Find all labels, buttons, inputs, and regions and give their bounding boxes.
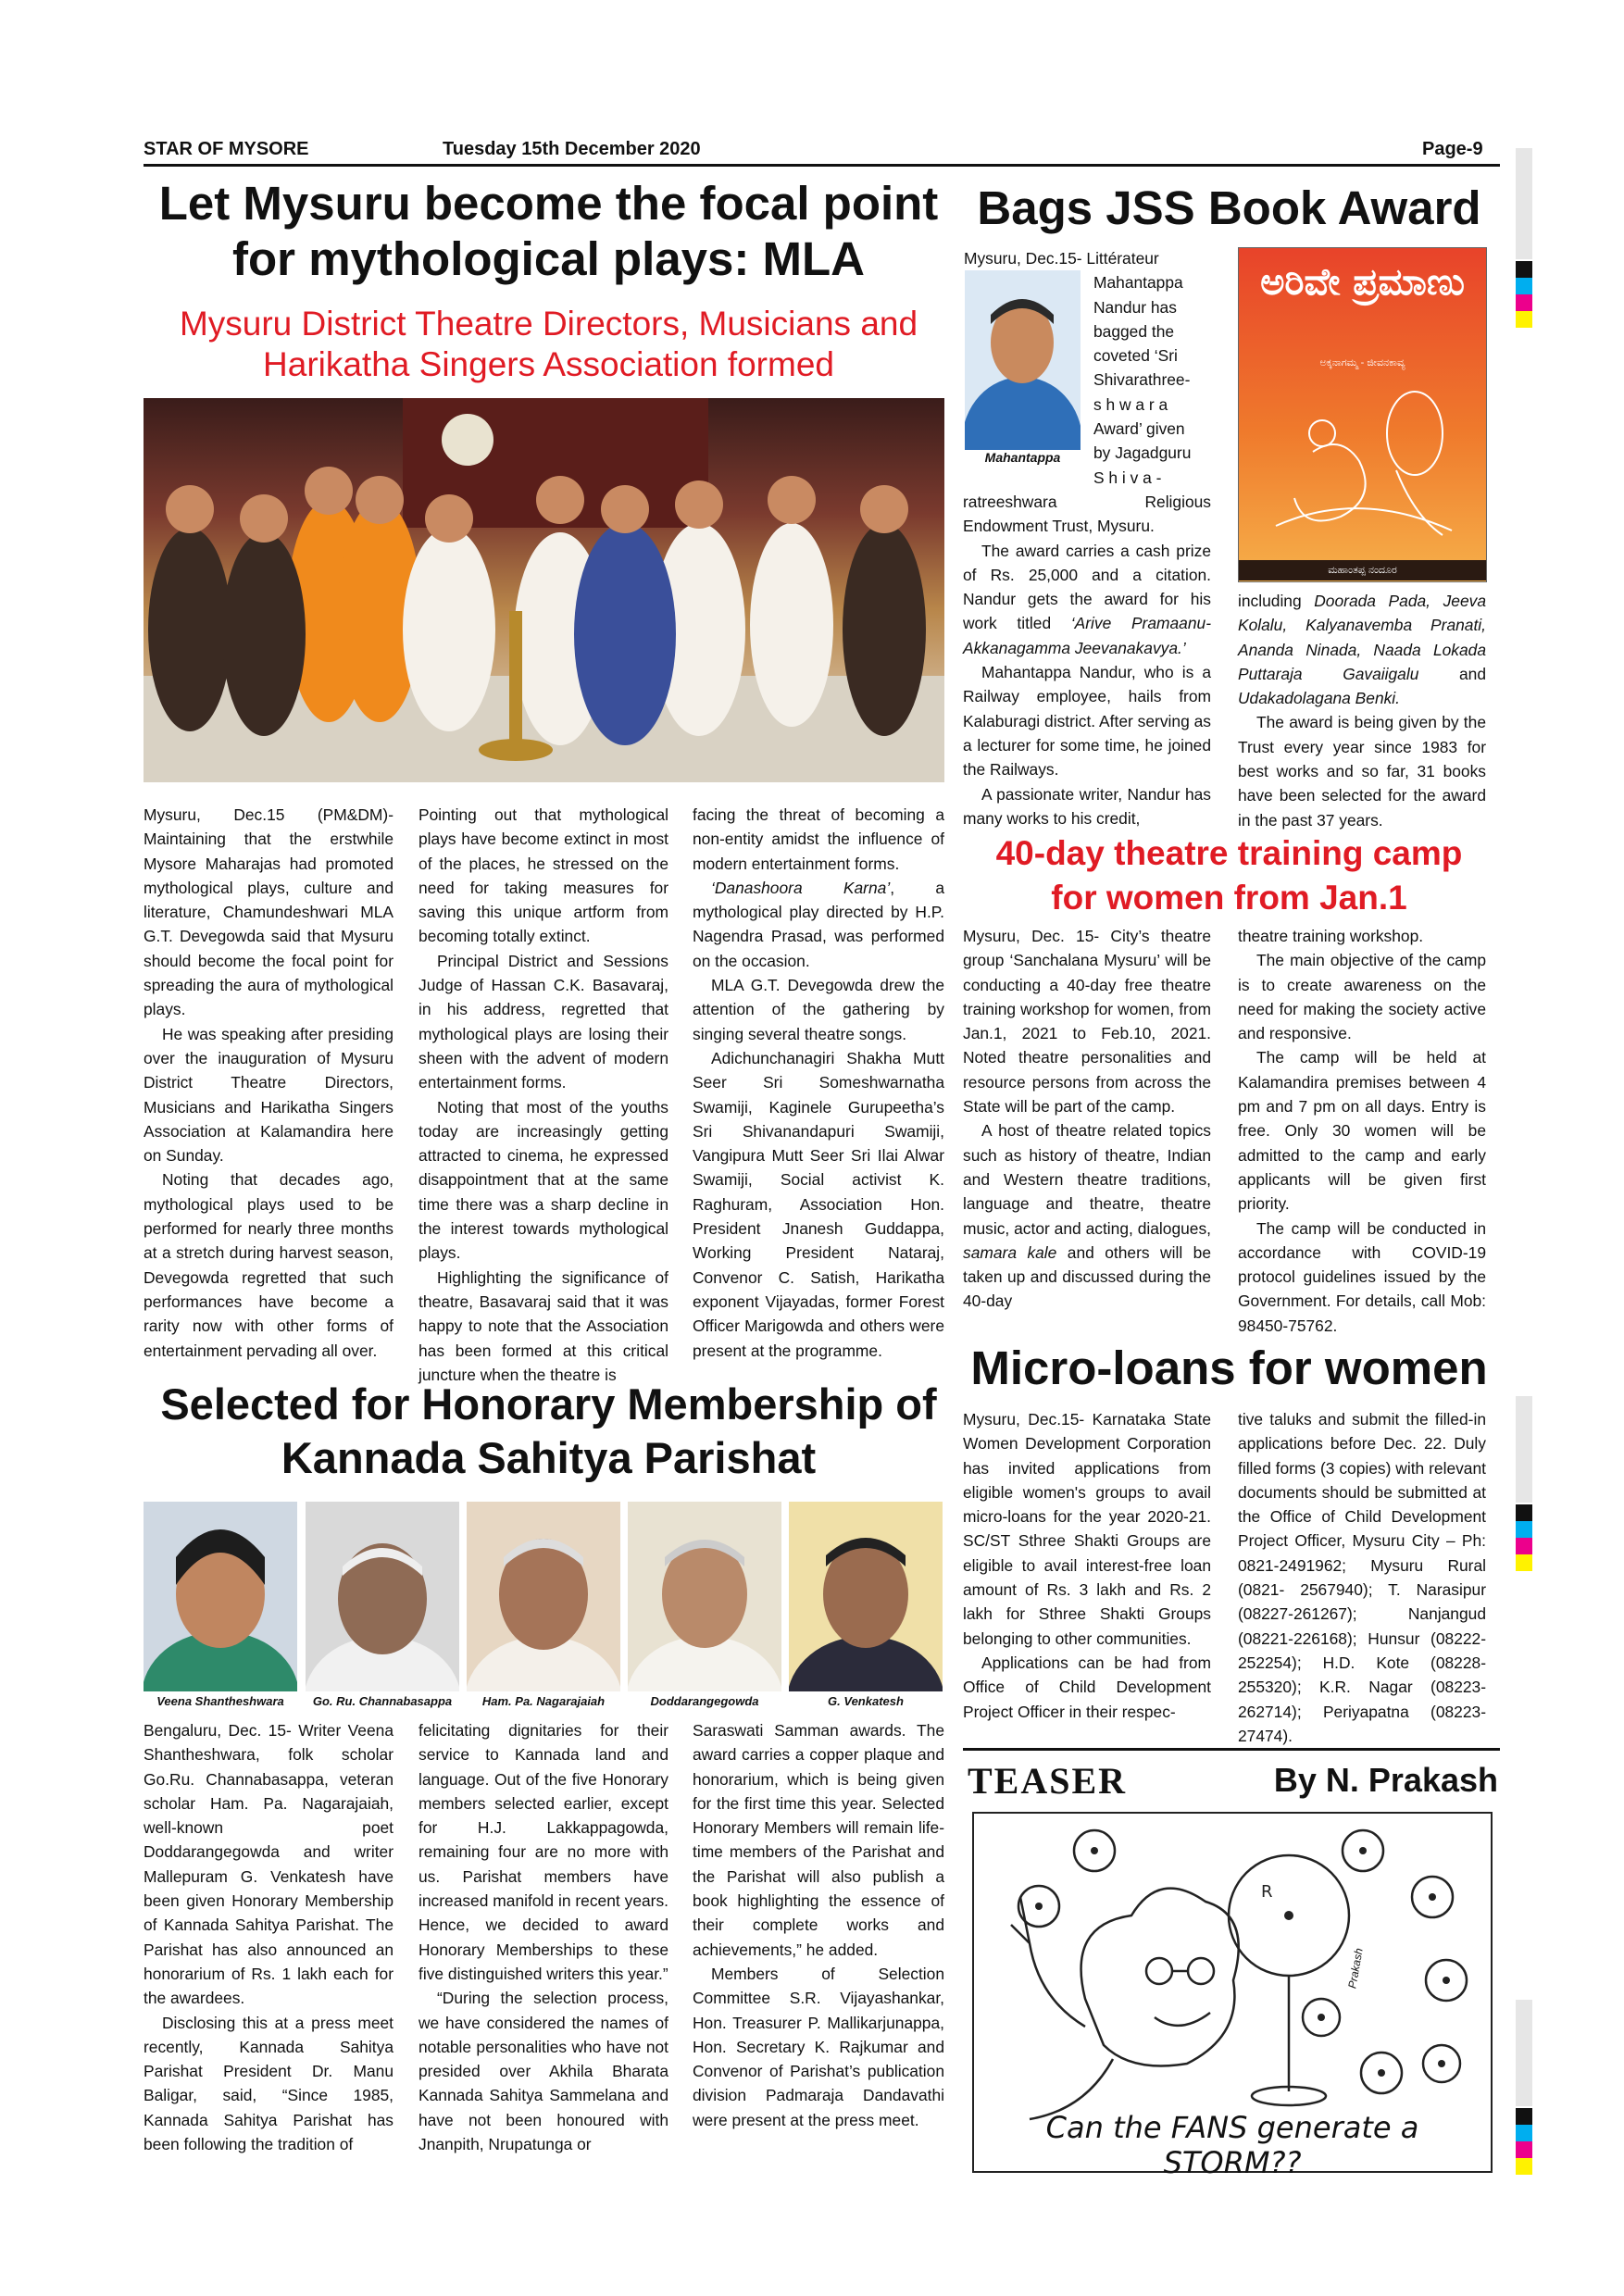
mythology-headline <box>139 176 958 287</box>
book-cover-author: ಮಹಾಂತಪ್ಪ ನಂದೂರ <box>1239 560 1486 580</box>
text-line: Nandur has <box>1093 297 1177 317</box>
paragraph: Bengaluru, Dec. 15- Writer Veena Shantheshwara, folk scholar Go.Ru. Channabasappa, veteran scholar Ham. Pa. Nagarajaiah, well-known poet Doddarangegowda and writer Mallepuram G. Venkatesh have been given Honorary Membership of Kannada Sahitya Parishat. The Parishat has also announced an honorarium of Rs. 1 lakh each for the awardees. <box>144 1721 394 2008</box>
book-cover <box>1238 247 1487 582</box>
paragraph: Adichunchanagiri Shakha Mutt Seer Sri Someshwarnatha Swamiji, Kaginele Gurupeetha’s Sri Shivanandapuri Swamiji, Vangipura Mutt Seer Sri Ilai Alwar Swamiji, Social activist K. Raghuram, Association Hon. President Jnanesh Guddappa, Working President Nataraj, Convenor C. Satish, Harikatha exponent Vijayadas, former Forest Officer Marigowda and others were present at the programme. <box>693 1048 944 1360</box>
text-line: Shivarathree- <box>1093 370 1191 390</box>
paragraph <box>963 539 1211 660</box>
text-line: S h i v a - <box>1093 468 1162 487</box>
gray-bar <box>1516 1396 1532 1503</box>
gray-bar <box>1516 2000 1532 2106</box>
text-line: s h w a r a <box>1093 394 1168 414</box>
cmyk-marks <box>1516 261 1532 328</box>
mythology-headline-line2: for mythological plays: MLA <box>232 232 865 286</box>
microloans-column-2 <box>1238 1407 1486 1748</box>
portrait-caption: G. Venkatesh <box>828 1694 904 1708</box>
mythology-headline-line1: Let Mysuru become the focal point <box>158 177 939 230</box>
gray-bar <box>1516 148 1532 259</box>
paragraph: Pointing out that mythological plays have become extinct in most of the places, he stressed on the need for taking measures for saving this unique artform from becoming totally extinct. <box>418 805 668 946</box>
paragraph: theatre training workshop. <box>1238 927 1424 945</box>
paragraph: facing the threat of becoming a non-entity amidst the influence of modern entertainment forms. <box>693 805 944 873</box>
mythology-column-2 <box>418 803 668 1387</box>
paragraph: Members of Selection Committee S.R. Vijayashankar, Hon. Treasurer P. Mallikarjunappa, Hon. Secretary K. Rajkumar and Convenor of Parishat’s publication division Padmaraja Dandavathi were present at the press meet. <box>693 1964 944 2129</box>
theatre-camp-headline <box>958 831 1500 920</box>
paragraph: Mysuru, Dec.15- Karnataka State Women Development Corporation has invited applications from eligible women's groups to avail micro-loans for the year 2020-21. SC/ST Sthree Shakti Groups are eligible to avail interest-free loan amount of Rs. 3 lakh and Rs. 2 lakh for Sthree Shakti Groups belonging to other communities. <box>963 1410 1211 1648</box>
mahantappa-photo <box>965 270 1081 450</box>
paragraph: MLA G.T. Devegowda drew the attention of the gathering by singing several theatre songs. <box>693 976 944 1043</box>
teaser-byline: By N. Prakash <box>1273 1761 1498 1799</box>
mahantappa-caption: Mahantappa <box>984 450 1061 465</box>
mythology-subhead-line2: Harikatha Singers Association formed <box>263 345 834 384</box>
paragraph: Disclosing this at a press meet recently, Kannada Sahitya Parishat President Dr. Manu Baligar, said, “Since 1985, Kannada Sahitya Parishat has been following the tradition of <box>144 2013 394 2154</box>
paragraph: Mahantappa Nandur, who is a Railway employee, hails from Kalaburagi district. After serving as a lecturer for some time, he joined the Railways. <box>963 663 1211 780</box>
theatre-camp-headline-line2: for women from Jan.1 <box>1051 879 1407 917</box>
paragraph-text: The award carries a cash prize of Rs. 25,000 and a citation. Nandur gets the award for his work titled <box>963 541 1211 633</box>
paragraph <box>693 876 944 973</box>
paragraph <box>963 1118 1211 1313</box>
paragraph: The main objective of the camp is to create awareness on the need for making the society active and responsive. <box>1238 951 1486 1043</box>
paragraph: Principal District and Sessions Judge of Hassan C.K. Basavaraj, in his address, regretted that mythological plays are losing their sheen with the advent of modern entertainment forms. <box>418 951 668 1092</box>
portrait-caption: Go. Ru. Channabasappa <box>312 1694 453 1708</box>
text-line: bagged the <box>1093 321 1175 341</box>
teaser-cartoon <box>972 1812 1493 2180</box>
paragraph: The award is being given by the Trust every year since 1983 for best works and so far, 31 books have been selected for the award in the past 37 years. <box>1238 713 1486 830</box>
inauguration-photo <box>144 398 944 782</box>
book-award-wrap-text <box>964 246 1208 490</box>
teaser-title: TEASER <box>968 1760 1128 1802</box>
portrait-venkatesh <box>789 1502 943 1691</box>
paragraph-text: A host of theatre related topics such as history of theatre, Indian and Western theatre traditions, language and theatre, theatre music, actor and acting, dialogues, <box>963 1121 1211 1238</box>
paragraph: Highlighting the significance of theatre, Basavaraj said that it was happy to note that the Association has been formed at this critical juncture when the theatre is <box>418 1267 668 1384</box>
honorary-headline-line2: Kannada Sahitya Parishat <box>281 1433 817 1482</box>
paragraph <box>1238 589 1486 710</box>
portrait-nagarajaiah <box>467 1502 620 1691</box>
paragraph: The camp will be held at Kalamandira premises between 4 pm and 7 pm on all days. Entry is free. Only 30 women will be admitted to the camp and early applicants will be given first priority. <box>1238 1048 1486 1214</box>
book-award-column-1 <box>963 490 1211 830</box>
honorary-column-1 <box>144 1718 394 2156</box>
teaser-rule <box>963 1748 1500 1751</box>
paragraph: A passionate writer, Nandur has many works to his credit, <box>963 784 1211 828</box>
paragraph: Noting that decades ago, mythological plays used to be performed for nearly three months at a stretch during harvest season, Devegowda regretted that such performances have become a rarity now with other forms of entertainment pervading all over. <box>144 1170 394 1360</box>
book-cover-title: ಅರಿವೇ ಪ್ರಮಾಣು <box>1260 261 1465 304</box>
paragraph: ratreeshwara Religious Endowment Trust, Mysuru. <box>963 493 1211 536</box>
cmyk-marks <box>1516 2108 1532 2175</box>
svg-text:R: R <box>1261 1882 1273 1902</box>
paragraph-text: and others will be taken up and discussed during the 40-day <box>963 1242 1211 1311</box>
paragraph: Applications can be had from Office of Child Development Project Officer in their respec- <box>963 1653 1211 1721</box>
theatre-camp-column-1 <box>963 924 1211 1314</box>
paragraph: Saraswati Samman awards. The award carries a copper plaque and honorarium, which is being given for the first time this year. Selected Honorary Members will remain life-time members of the Parishat and the Parishat will also publish a book highlighting the essence of their complete works and achievements,” he added. <box>693 1721 944 1959</box>
paragraph: Noting that most of the youths today are increasingly getting attracted to cinema, he expressed disappointment that at the same time there was a sharp decline in the interest towards mythological plays. <box>418 1097 668 1263</box>
portrait-doddarangegowda <box>628 1502 781 1691</box>
paragraph: The camp will be conducted in accordance with COVID-19 protocol guidelines issued by the Government. For details, call Mob: 98450-75762. <box>1238 1218 1486 1335</box>
microloans-headline: Micro-loans for women <box>970 1341 1488 1394</box>
mythology-subhead-line1: Mysuru District Theatre Directors, Musicians and <box>179 305 918 343</box>
text-line: Mysuru, Dec.15- Littérateur <box>964 249 1159 268</box>
honorary-column-2 <box>418 1718 668 2156</box>
portrait-channabasappa <box>306 1502 459 1691</box>
page-number: Page-9 <box>1422 139 1483 159</box>
honorary-headline-line1: Selected for Honorary Membership of <box>160 1379 937 1429</box>
paper-name: STAR OF MYSORE <box>144 139 309 159</box>
book-cover-subtitle: ಅಕ್ಕನಾಗಮ್ಮ - ಜೀವನಕಾವ್ಯ <box>1319 357 1405 368</box>
paragraph-text: and <box>1418 664 1486 683</box>
paragraph: Mysuru, Dec. 15- City’s theatre group ‘Sanchalana Mysuru’ will be conducting a 40-day free theatre training workshop for women, from Jan.1, 2021 to Feb.10, 2021. Noted theatre personalities and resource persons from across the State will be part of the camp. <box>963 927 1211 1117</box>
works-list: Udakadolagana Benki. <box>1238 689 1401 708</box>
microloans-column-1 <box>963 1407 1211 1724</box>
mythology-column-3 <box>693 803 944 1363</box>
paragraph: “During the selection process, we have considered the names of notable personalities who have not presided over Akhila Bharata Kannada Sahitya Sammelana and have not been honoured with Jnanpith, Nrupatunga or <box>418 1989 668 2154</box>
honorary-column-3 <box>693 1718 944 2132</box>
cmyk-marks <box>1516 1504 1532 1571</box>
text-line: Award’ given <box>1093 419 1185 439</box>
book-title: ‘Arive Pramaanu-Akkanagamma Jeevanakavya.’ <box>963 614 1211 657</box>
portrait-caption: Doddarangegowda <box>650 1694 759 1708</box>
honorary-headline <box>139 1378 958 1485</box>
paragraph: felicitating dignitaries for their service to Kannada land and language. Out of the five Honorary members selected earlier, except for H.J. Lakkappagowda, remaining four are no more with us. Parishat members have increased manifold in recent years. Hence, we decided to award Honorary Memberships to these five distinguished writers this year.” <box>418 1721 668 1983</box>
book-award-column-2 <box>1238 589 1486 832</box>
paragraph: tive taluks and submit the filled-in applications before Dec. 22. Duly filled forms (3 copies) with relevant documents should be submitted at the Office of Child Development Project Officer, Mysuru City – Ph: 0821-2491962; Mysuru Rural (0821- 2567940); T. Narasipur (08227-261267); Nanjangud (08221-226168); Hunsur (08222-252254); H.D. Kote (08228-255320); K.R. Nagar (08223-262714); Periyapatna (08223-27474). <box>1238 1410 1486 1745</box>
mythology-subhead <box>139 304 958 386</box>
text-line: Mahantappa <box>1093 273 1183 293</box>
book-award-headline: Bags JSS Book Award <box>977 181 1481 234</box>
portrait-veena <box>144 1502 297 1691</box>
paragraph: Mysuru, Dec.15 (PM&DM)- Maintaining that the erstwhile Mysore Maharajas had promoted mythological plays, culture and literature, Chamundeshwari MLA G.T. Devegowda said that Mysuru should become the focal point for spreading the aura of mythological plays. <box>144 805 394 1019</box>
mythology-column-1 <box>144 803 394 1363</box>
issue-date: Tuesday 15th December 2020 <box>443 139 701 159</box>
text-line: by Jagadguru <box>1093 443 1192 463</box>
works-list: Doorada Pada, Jeeva Kolalu, Kalyanavemba Pranati, Ananda Ninada, Naada Lokada Puttaraja Gavaiigalu <box>1238 592 1486 683</box>
paragraph: He was speaking after presiding over the inauguration of Mysuru District Theatre Directors, Musicians and Harikatha Singers Association at Kalamandira here on Sunday. <box>144 1024 394 1166</box>
portrait-caption: Ham. Pa. Nagarajaiah <box>481 1694 606 1708</box>
text-line: coveted ‘Sri <box>1093 346 1178 366</box>
theatre-camp-headline-line1: 40-day theatre training camp <box>995 834 1463 872</box>
play-title: ‘Danashoora Karna’ <box>711 878 891 897</box>
cartoon-caption: Can the FANS generate a STORM?? <box>1045 2110 1419 2180</box>
paragraph-text: , a mythological play directed by H.P. Nagendra Prasad, was performed on the occasion. <box>693 878 944 970</box>
art-form-term: samara kale <box>963 1242 1057 1262</box>
cartoonist-signature: Prakash <box>1345 1947 1366 1990</box>
theatre-camp-column-2 <box>1238 924 1486 1338</box>
portrait-caption: Veena Shantheshwara <box>156 1694 284 1708</box>
masthead-rule <box>144 164 1500 167</box>
paragraph-text: including <box>1238 592 1315 610</box>
